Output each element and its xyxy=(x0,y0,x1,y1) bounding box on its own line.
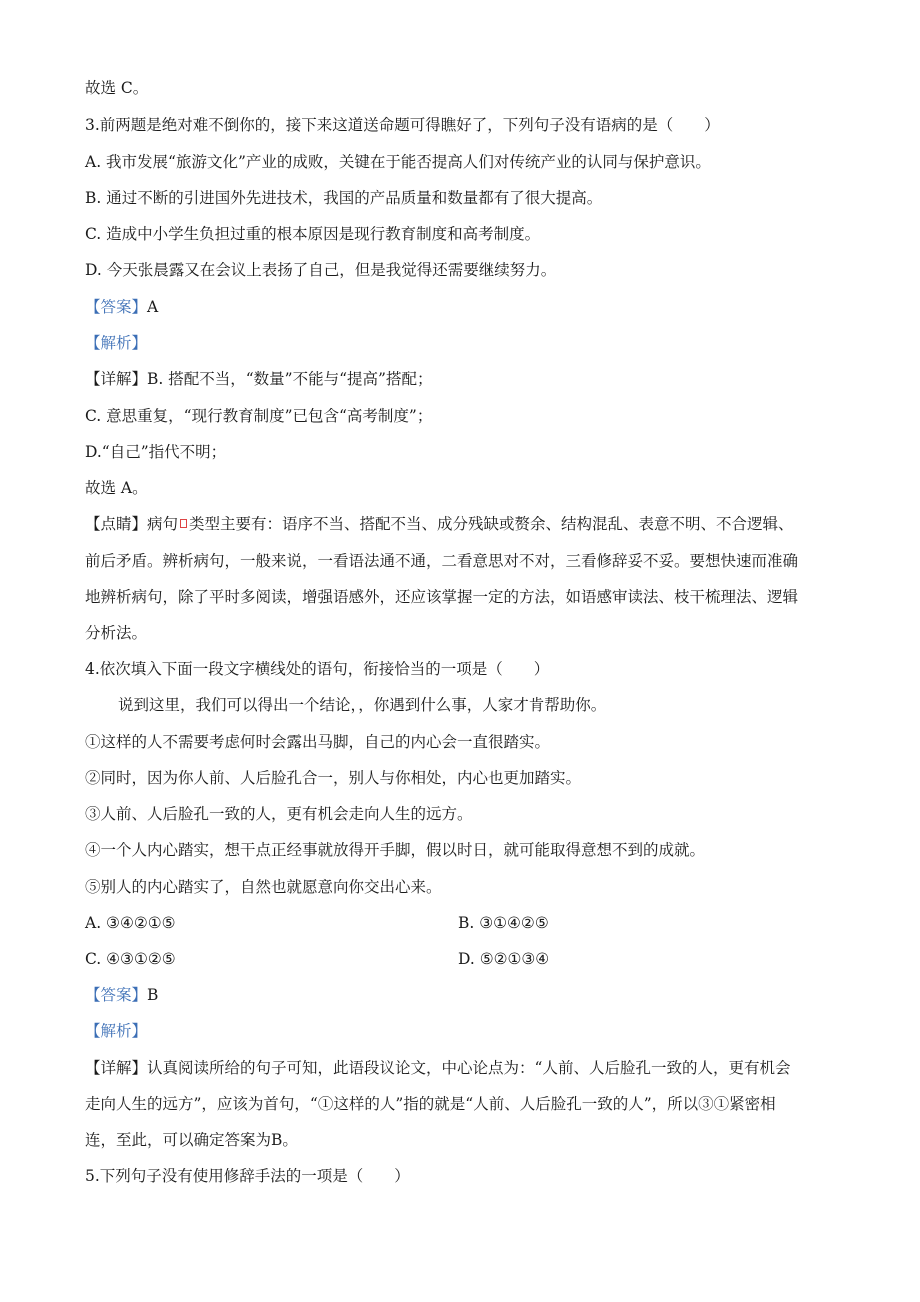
q4-passage: 说到这里，我们可以得出一个结论，，你遇到什么事，人家才肯帮助你。 xyxy=(118,696,607,714)
q4-option-c: C. ④③①②⑤ xyxy=(85,950,176,968)
question-4-stem: 4.依次填入下面一段文字横线处的语句，衔接恰当的一项是（ ） xyxy=(85,660,550,678)
detail-tag: 【详解】 xyxy=(85,1059,148,1077)
text-line: 分析法。 xyxy=(85,624,148,642)
q3-option-b: B. 通过不断的引进国外先进技术，我国的产品质量和数量都有了很大提高。 xyxy=(85,189,603,207)
q3-option-c: C. 造成中小学生负担过重的根本原因是现行教育制度和高考制度。 xyxy=(85,225,541,243)
text-line: 前后矛盾。辨析病句，一般来说，一看语法通不通，二看意思对不对，三看修辞妥不妥。要想快速而准确 xyxy=(85,552,799,570)
answer-value: B xyxy=(147,986,159,1004)
question-5-stem: 5.下列句子没有使用修辞手法的一项是（ ） xyxy=(85,1167,410,1185)
q3-tip xyxy=(85,514,794,534)
answer-tag: 【答案】 xyxy=(85,986,148,1004)
missing-glyph-icon xyxy=(180,519,187,528)
q4-sentence-2: ②同时，因为你人前、人后脸孔合一，别人与你相处，内心也更加踏实。 xyxy=(85,769,582,787)
q3-option-a: A. 我市发展“旅游文化”产业的成败，关键在于能否提高人们对传统产业的认同与保护意识。 xyxy=(85,153,711,171)
q4-sentence-5: ⑤别人的内心踏实了，自然也就愿意向你交出心来。 xyxy=(85,878,442,896)
text-line: 走向人生的远方”，应该为首句，“①这样的人”指的就是“人前、人后脸孔一致的人”，所以③①紧密相 xyxy=(85,1095,776,1113)
q4-option-b: B. ③①④②⑤ xyxy=(458,914,549,932)
text-line: 连，至此，可以确定答案为B。 xyxy=(85,1131,298,1149)
detail-text: 认真阅读所给的句子可知，此语段议论文，中心论点为：“人前、人后脸孔一致的人，更有机会 xyxy=(147,1059,791,1077)
tip-tag: 【点睛】 xyxy=(85,515,148,533)
q4-analysis-tag: 【解析】 xyxy=(85,1022,148,1040)
q4-option-a: A. ③④②①⑤ xyxy=(85,914,176,932)
question-3-stem: 3.前两题是绝对难不倒你的，接下来这道送命题可得瞧好了，下列句子没有语病的是（ ） xyxy=(85,116,720,134)
q3-answer xyxy=(85,297,158,317)
q4-detail xyxy=(85,1058,790,1078)
text-line: 故选 C。 xyxy=(85,79,149,97)
q3-analysis-tag: 【解析】 xyxy=(85,334,148,352)
q3-detail: 【详解】B. 搭配不当，“数量”不能与“提高”搭配； xyxy=(85,370,433,388)
tip-text: 类型主要有：语序不当、搭配不当、成分残缺或赘余、结构混乱、表意不明、不合逻辑、 xyxy=(189,515,794,533)
q4-sentence-4: ④一个人内心踏实，想干点正经事就放得开手脚，假以时日，就可能取得意想不到的成就。 xyxy=(85,841,706,859)
q4-sentence-3: ③人前、人后脸孔一致的人，更有机会走向人生的远方。 xyxy=(85,805,473,823)
text-line: C. 意思重复，“现行教育制度”已包含“高考制度”； xyxy=(85,407,433,425)
q4-option-d: D. ⑤②①③④ xyxy=(458,950,550,968)
q4-answer xyxy=(85,985,158,1005)
text-line: 地辨析病句，除了平时多阅读，增强语感外，还应该掌握一定的方法，如语感审读法、枝干梳理法、逻辑 xyxy=(85,588,799,606)
answer-value: A xyxy=(147,298,159,316)
text-line: D.“自己”指代不明； xyxy=(85,443,227,461)
tip-text: 病句 xyxy=(147,515,179,533)
q4-sentence-1: ①这样的人不需要考虑何时会露出马脚，自己的内心会一直很踏实。 xyxy=(85,733,551,751)
text-line: 故选 A。 xyxy=(85,479,148,497)
q3-option-d: D. 今天张晨露又在会议上表扬了自己，但是我觉得还需要继续努力。 xyxy=(85,261,557,279)
answer-tag: 【答案】 xyxy=(85,298,148,316)
